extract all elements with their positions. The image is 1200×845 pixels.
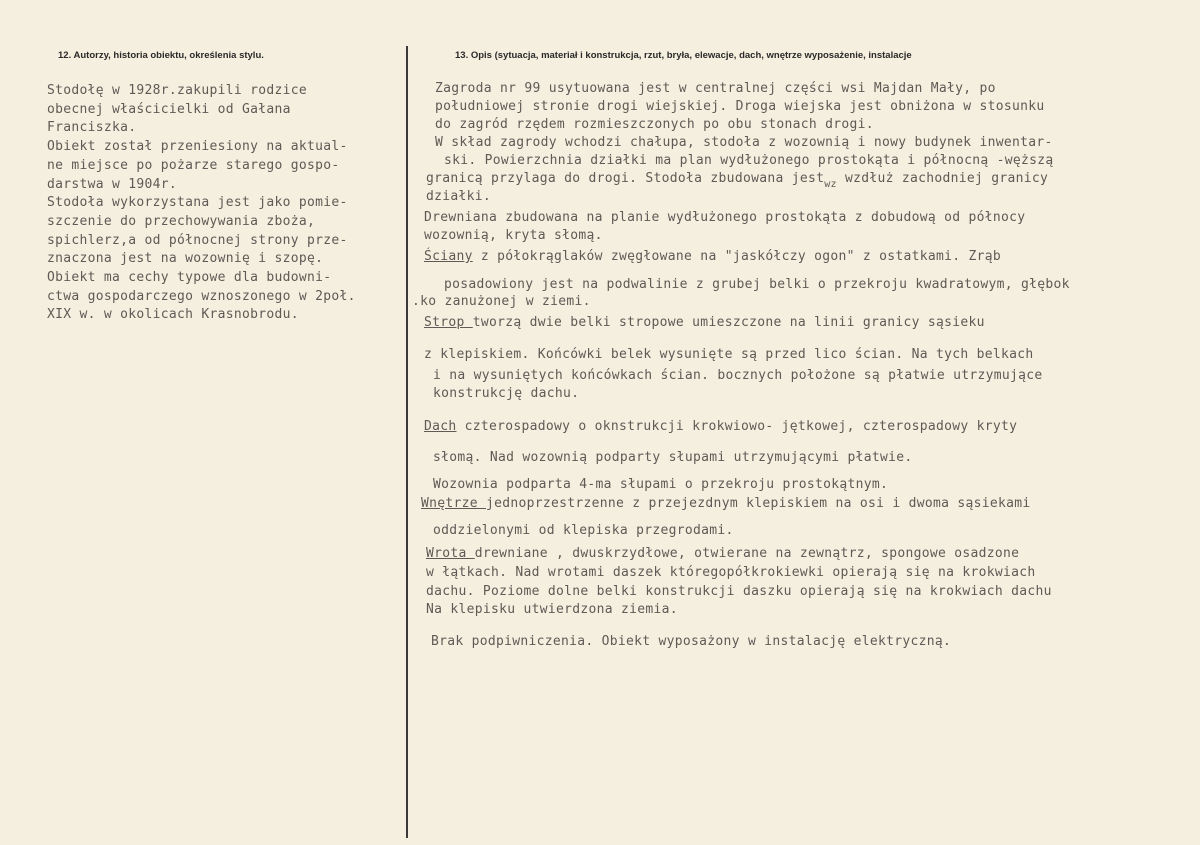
text-line [421,496,1031,511]
text-line: ski. Powierzchnia działki ma plan wydłużonego prostokąta i północną -węższą [444,153,1054,168]
text-line: darstwa w 1904r. [47,176,178,192]
text-segment: tworzą dwie belki stropowe umieszczone na linii granicy sąsieku [472,315,985,330]
text-line: konstrukcję dachu. [433,386,580,401]
text-line: w łątkach. Nad wrotami daszek któregopółkrokiewki opierają się na krokwiach [426,565,1036,580]
section-12-heading: 12. Autorzy, historia obiektu, określenia stylu. [58,50,264,61]
section-term-walls: Ściany [424,249,473,264]
text-line: działki. [426,189,492,204]
section-12-text [47,82,356,325]
text-line: do zagród rzędem rozmieszczonych po obu stonach drogi. [435,117,874,132]
text-line: szczenie do przechowywania zboża, [47,213,316,229]
text-segment: drewniane , dwuskrzydłowe, otwierane na zewnątrz, spongowe osadzone [474,546,1020,561]
text-line: Na klepisku utwierdzona ziemia. [426,602,678,617]
section-term-roof: Dach [424,419,457,434]
text-line: posadowiony jest na podwalinie z grubej belki o przekroju kwadratowym, głębok [444,277,1070,292]
text-line: z klepiskiem. Końcówki belek wysunięte są przed lico ścian. Na tych belkach [424,347,1034,362]
text-line: ne miejsce po pożarze starego gospo- [47,157,340,173]
column-divider [406,46,408,838]
text-line [424,315,985,330]
text-line: Zagroda nr 99 usytuowana jest w centralnej części wsi Majdan Mały, po [435,81,996,96]
text-segment: czterospadowy o oknstrukcji krokwiowo- jętkowej, czterospadowy kryty [456,419,1018,434]
text-line [426,171,1049,190]
section-term-gate: Wrota [426,546,475,561]
text-line: Stodoła wykorzystana jest jako pomie- [47,195,348,211]
text-line [426,546,1019,561]
text-line: Obiekt ma cechy typowe dla budowni- [47,270,332,286]
text-line: i na wysuniętych końcówkach ścian. bocznych położone są płatwie utrzymujące [433,368,1043,383]
text-line: .ko zanużonej w ziemi. [412,294,591,309]
text-line [424,249,1001,264]
text-line: ctwa gospodarczego wznoszonego w 2poł. [47,288,356,304]
text-line: Brak podpiwniczenia. Obiekt wyposażony w instalację elektryczną. [431,634,952,649]
text-line: W skład zagrody wchodzi chałupa, stodoła z wozownią i nowy budynek inwentar- [435,135,1053,150]
section-term-interior: Wnętrze [421,496,487,511]
text-segment: jednoprzestrzenne z przejezdnym klepiskiem na osi i dwoma sąsiekami [486,496,1031,511]
text-line: Franciszka. [47,120,137,136]
text-line: słomą. Nad wozownią podparty słupami utrzymującymi płatwie. [433,450,913,465]
text-line: wozownią, kryta słomą. [424,228,603,243]
text-line: Wozownia podparta 4-ma słupami o przekroju prostokątnym. [433,477,889,492]
text-line: Drewniana zbudowana na planie wydłużonego prostokąta z dobudową od północy [424,210,1026,225]
section-term-ceiling: Strop [424,315,473,330]
text-line: Stodołę w 1928r.zakupili rodzice [47,83,308,98]
subscript-mark: wz [824,179,837,190]
text-line: oddzielonymi od klepiska przegrodami. [433,523,734,538]
text-line: obecnej właścicielki od Gałana [47,101,291,117]
text-line: spichlerz,a od północnej strony prze- [47,232,348,248]
text-line: południowej stronie drogi wiejskiej. Droga wiejska jest obniżona w stosunku [435,99,1045,114]
section-13-heading: 13. Opis (sytuacja, materiał i konstrukcja, rzut, bryła, elewacje, dach, wnętrze wyposażenie, instalacje [455,50,912,61]
text-segment: z półokrąglaków zwęgłowane na "jaskółczy ogon" z ostatkami. Zrąb [472,249,1001,264]
text-line: XIX w. w okolicach Krasnobrodu. [47,307,299,323]
text-line [424,419,1017,434]
text-line: dachu. Poziome dolne belki konstrukcji daszku opierają się na krokwiach dachu [426,584,1052,599]
text-line: znaczona jest na wozownię i szopę. [47,251,324,267]
text-segment: wzdłuż zachodniej granicy [836,171,1049,186]
text-line: Obiekt został przeniesiony na aktual- [47,139,348,155]
text-segment: granicą przylaga do drogi. Stodoła zbudowana jest [426,171,825,186]
